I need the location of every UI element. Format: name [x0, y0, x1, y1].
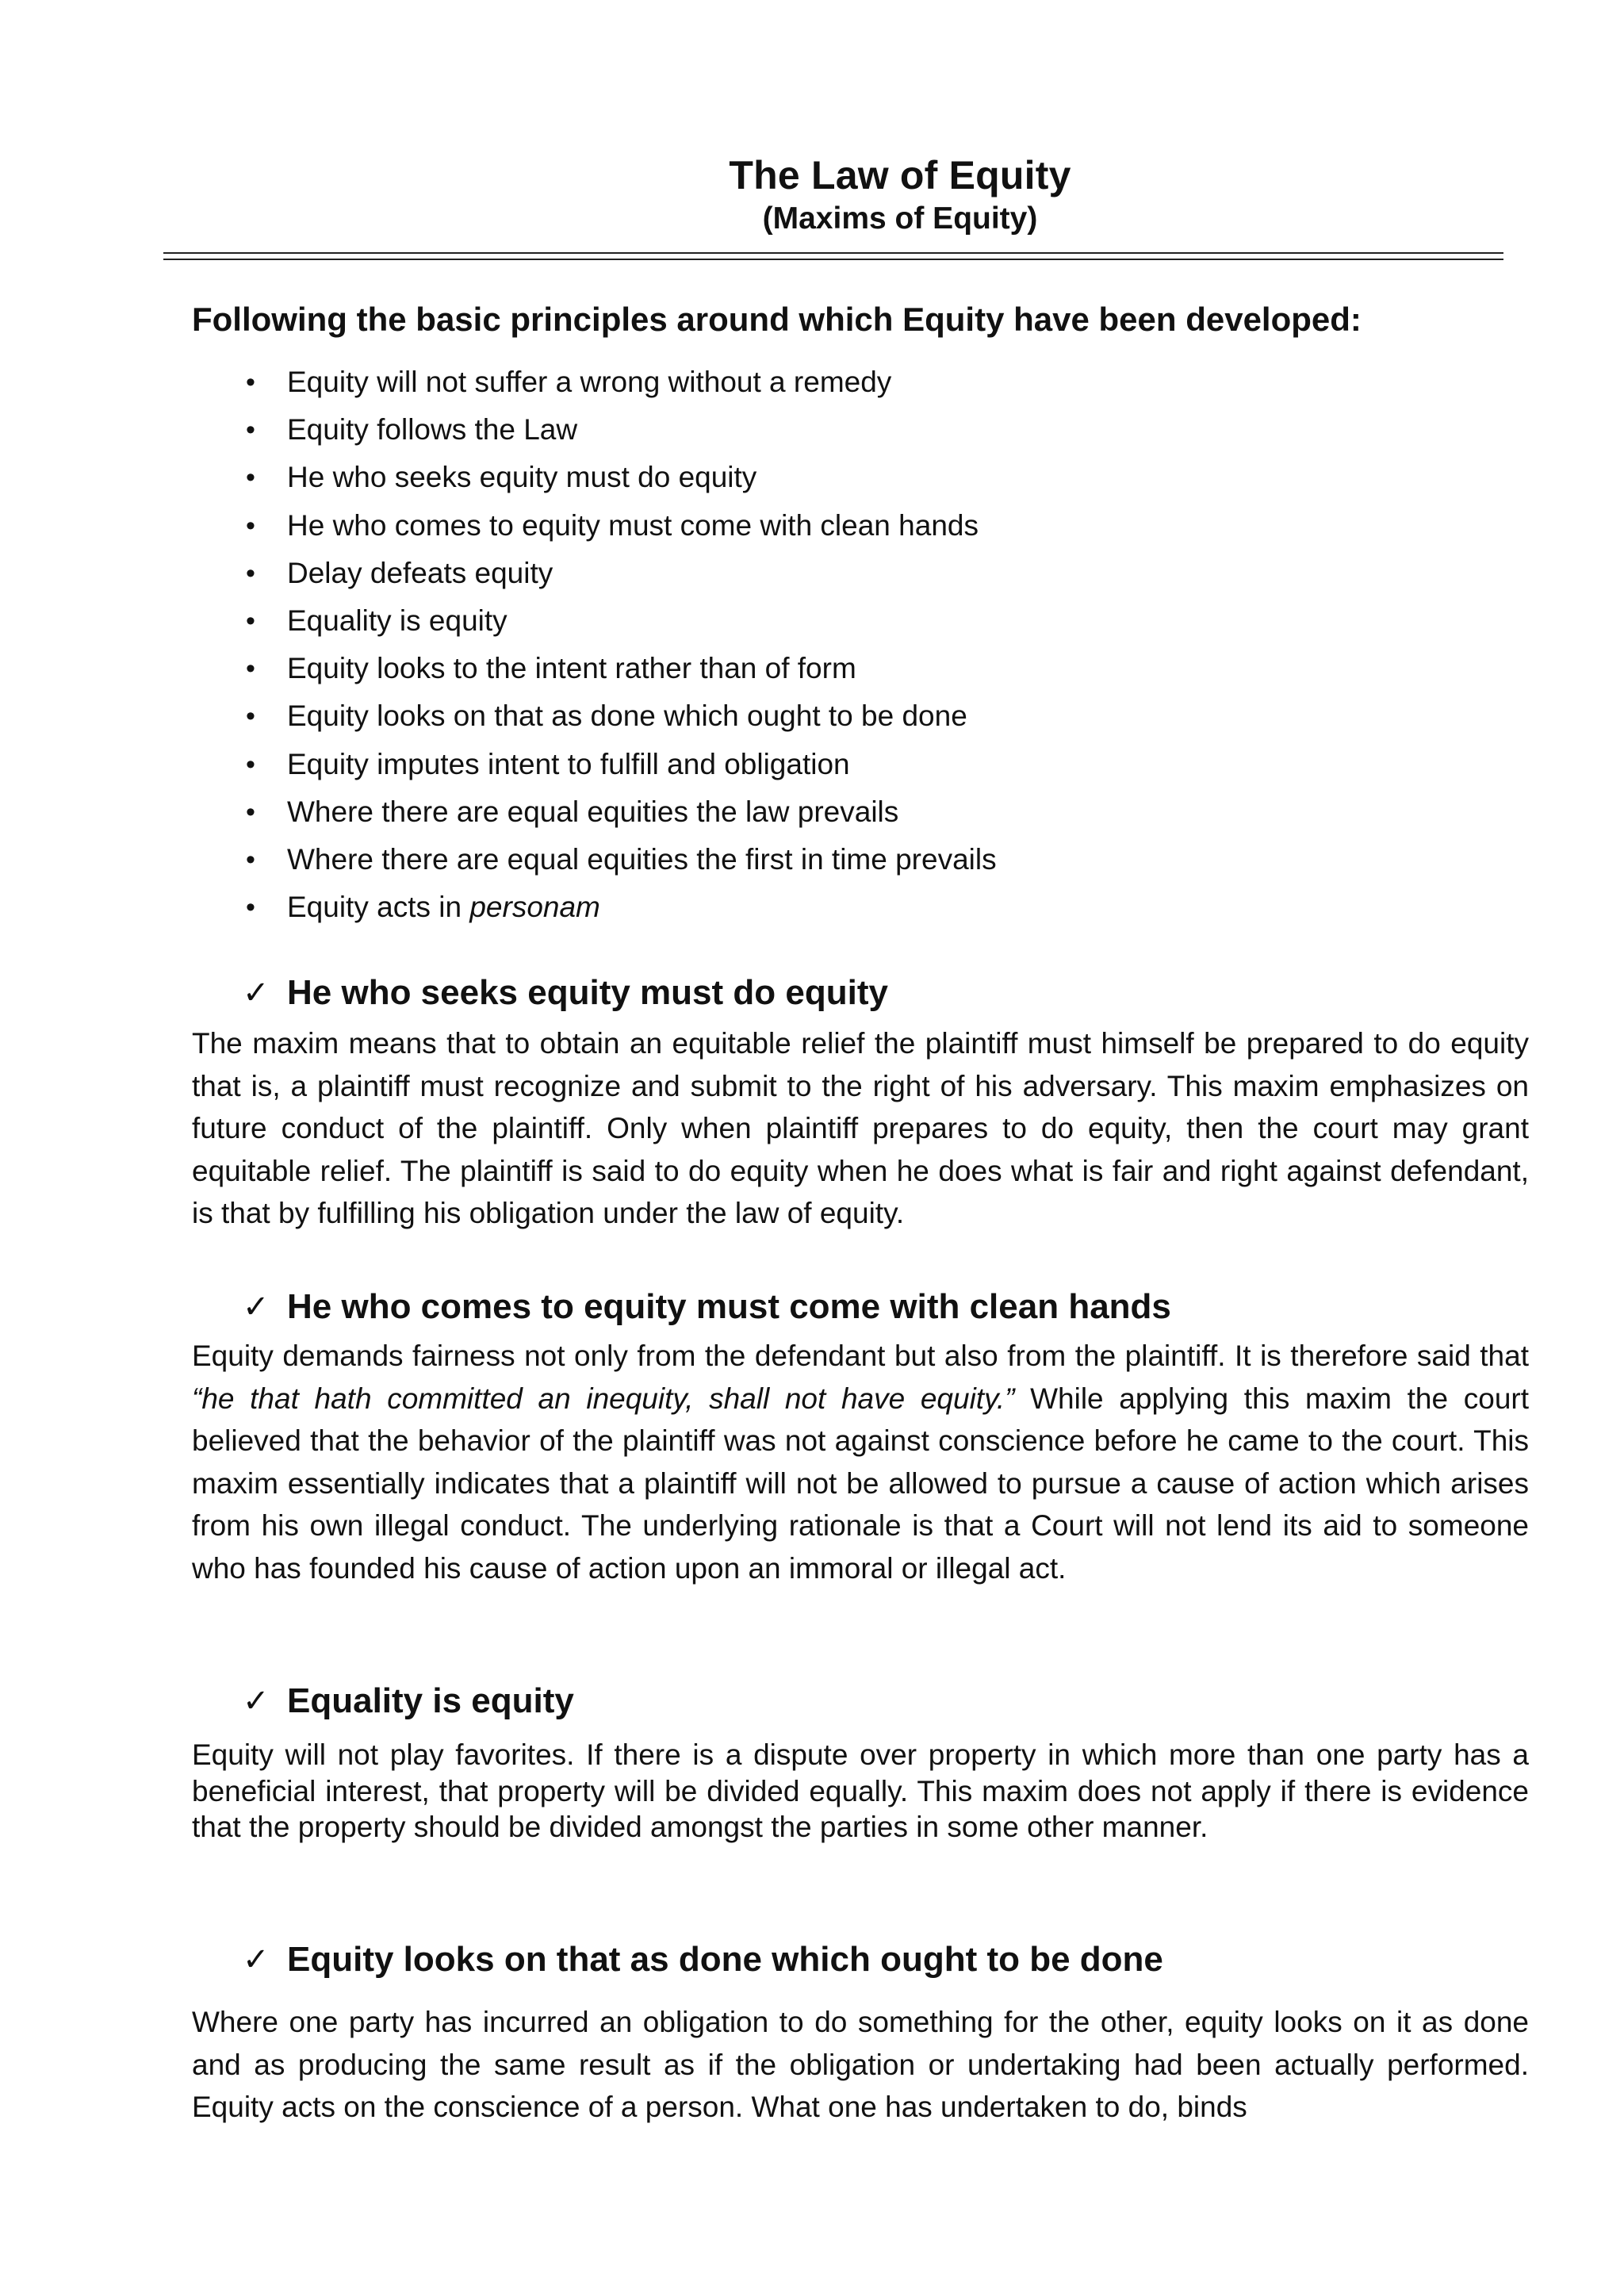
- principle-text: He who comes to equity must come with clean hands: [287, 508, 979, 542]
- list-item: [192, 597, 997, 645]
- principles-list: [192, 358, 997, 931]
- section-body: Equity will not play favorites. If there is a dispute over property in which more than one party has a beneficial interest, that property will be divided equally. This maxim does not apply if there is evidence that the property should be divided amongst the parties in some other manner.: [192, 1738, 1529, 1843]
- bullet-icon: •: [246, 558, 255, 588]
- checkmark-icon: ✓: [243, 1684, 270, 1719]
- title-divider: [163, 252, 1503, 260]
- section-done-ought: [192, 1938, 1529, 2129]
- section-seeks-equity: [192, 971, 1529, 1235]
- list-item: [192, 406, 997, 454]
- principle-text: Equality is equity: [287, 604, 508, 638]
- principle-text: Where there are equal equities the law prevails: [287, 795, 899, 828]
- section-heading: [192, 1938, 1529, 1982]
- list-item: [192, 454, 997, 501]
- bullet-icon: •: [246, 606, 255, 637]
- section-heading: [192, 971, 1529, 1015]
- list-item: [192, 645, 997, 692]
- checkmark-icon: ✓: [243, 1290, 270, 1324]
- checkmark-icon: ✓: [243, 1942, 270, 1977]
- section-heading: [192, 1679, 1529, 1723]
- document-page: [192, 151, 1529, 2123]
- principle-text: Equity looks on that as done which ought to be done: [287, 700, 967, 733]
- bullet-icon: •: [246, 462, 255, 493]
- bullet-icon: •: [246, 367, 255, 397]
- section-body: [192, 1335, 1529, 1589]
- bullet-icon: •: [246, 701, 255, 732]
- bullet-icon: •: [246, 510, 255, 541]
- checkmark-icon: ✓: [243, 976, 270, 1010]
- list-item: [192, 550, 997, 597]
- principle-text: Where there are equal equities the first in time prevails: [287, 843, 997, 876]
- section-body: The maxim means that to obtain an equitable relief the plaintiff must himself be prepared to do equity that is, a plaintiff must recognize and submit to the right of his adversary. This maxim emphasizes on future conduct of the plaintiff. Only when plaintiff prepares to do equity, then the court may grant equitable relief. The plaintiff is said to do equity when he does what is fair and right against defendant, is that by fulfilling his obligation under the law of equity.: [192, 1027, 1529, 1229]
- principle-text: Equity follows the Law: [287, 413, 578, 447]
- section-heading-text: Equality is equity: [287, 1681, 574, 1720]
- bullet-icon: •: [246, 749, 255, 780]
- principle-text: Equity imputes intent to fulfill and obligation: [287, 747, 850, 780]
- document-title: The Law of Equity: [729, 153, 1071, 197]
- section-heading-text: Equity looks on that as done which ought to be done: [287, 1940, 1163, 1979]
- section-clean-hands: [192, 1285, 1529, 1589]
- bullet-icon: •: [246, 796, 255, 827]
- section-heading-text: He who seeks equity must do equity: [287, 973, 888, 1012]
- document-subtitle: (Maxims of Equity): [762, 201, 1038, 236]
- principle-text: Equity looks to the intent rather than of form: [287, 652, 856, 685]
- principle-text: He who seeks equity must do equity: [287, 461, 757, 494]
- list-item: [192, 692, 997, 740]
- bullet-icon: •: [246, 415, 255, 446]
- list-item: [192, 836, 997, 884]
- section-body-quote: “he that hath committed an inequity, shall not have equity.”: [192, 1382, 1015, 1415]
- bullet-icon: •: [246, 892, 255, 923]
- bullet-icon: •: [246, 654, 255, 684]
- list-item: [192, 502, 997, 550]
- principle-text-prefix: Equity acts in: [287, 891, 470, 924]
- list-item: [192, 884, 997, 931]
- section-body-text: Equity demands fairness not only from the defendant but also from the plaintiff. It is therefore said that: [192, 1340, 1529, 1372]
- section-heading-text: He who comes to equity must come with clean hands: [287, 1287, 1171, 1326]
- list-item: [192, 788, 997, 836]
- section-body: Where one party has incurred an obligation to do something for the other, equity looks on it as done and as producing the same result as if the obligation or undertaking had been actually performed. Equity acts on the conscience of a person. What one has undertaken to do, binds: [192, 2006, 1529, 2123]
- bullet-icon: •: [246, 845, 255, 876]
- section-body-text: While applying this maxim the court believed that the behavior of the plaintiff was not against conscience before he came to the court. This maxim essentially indicates that a plaintiff will not be allowed to pursue a cause of action which arises from his own illegal conduct. The underlying rationale is that a Court will not lend its aid to someone who has founded his cause of action upon an immoral or illegal act.: [192, 1382, 1529, 1585]
- principle-text: Delay defeats equity: [287, 556, 553, 589]
- list-item: [192, 741, 997, 788]
- principle-text: Equity will not suffer a wrong without a remedy: [287, 366, 892, 398]
- list-item: [192, 358, 997, 406]
- principle-text-italic: personam: [469, 891, 600, 924]
- document-header: [232, 151, 1568, 238]
- intro-heading: Following the basic principles around which Equity have been developed:: [192, 301, 1362, 338]
- section-heading: [192, 1285, 1529, 1329]
- section-equality: [192, 1679, 1529, 1846]
